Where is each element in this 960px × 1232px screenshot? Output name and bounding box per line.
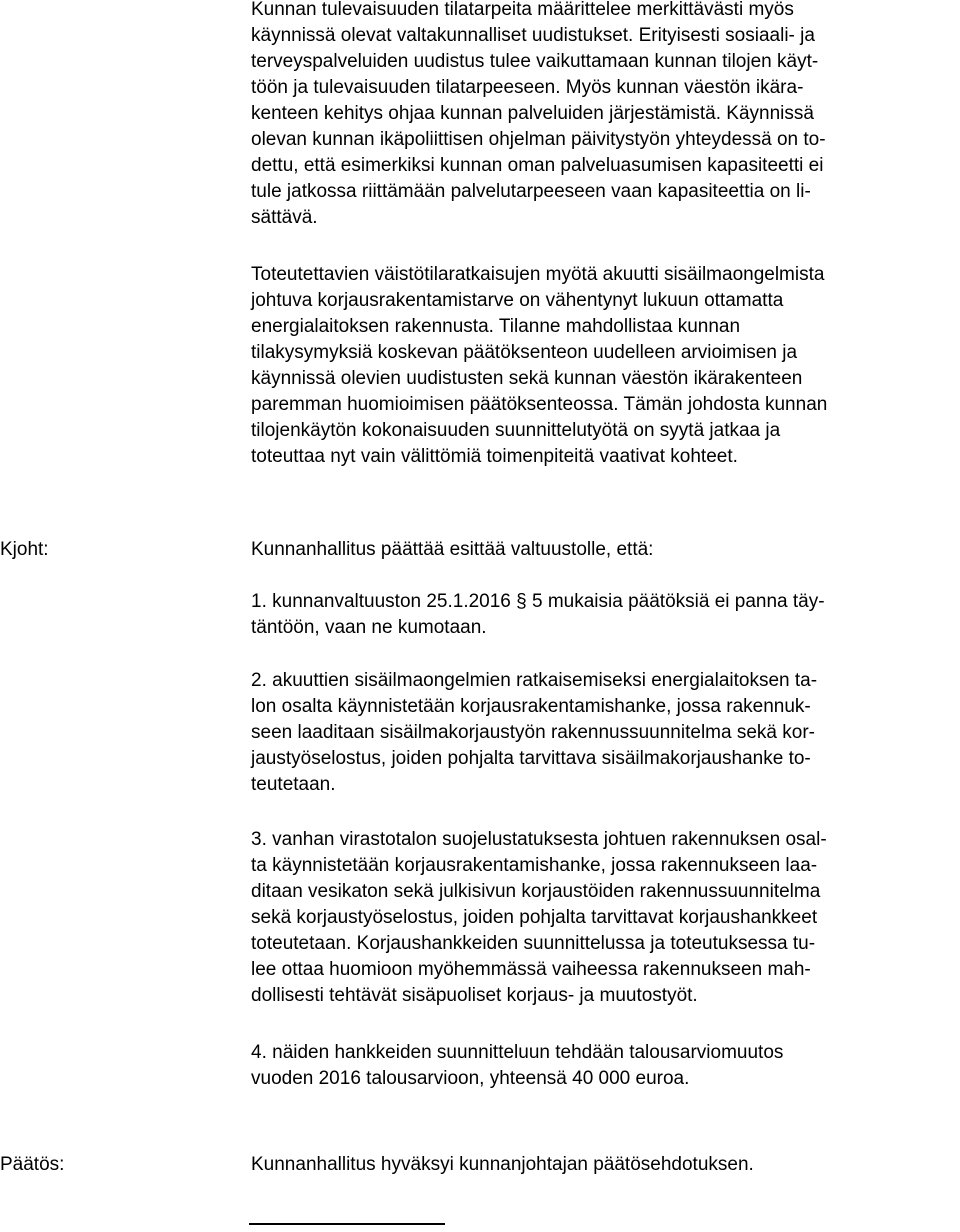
paragraph-line: dettu, että esimerkiksi kunnan oman palveluasumisen kapasiteetti ei (251, 155, 824, 176)
paragraph-line: ta käynnistetään korjausrakentamishanke, jossa rakennukseen laa- (251, 855, 818, 876)
paragraph-line: sättävä. (251, 207, 318, 228)
paragraph-line: ditaan vesikaton sekä julkisivun korjaustöiden rakennussuunnitelma (251, 881, 821, 902)
paragraph-line: jaustyöselostus, joiden pohjalta tarvittava sisäilmakorjaushanke to- (251, 748, 811, 769)
paragraph-line: 4. näiden hankkeiden suunnitteluun tehdään talousarviomuutos (251, 1042, 784, 1063)
paragraph-line: 1. kunnanvaltuuston 25.1.2016 § 5 mukaisia päätöksiä ei panna täy- (251, 591, 825, 612)
paragraph-line: tilojenkäytön kokonaisuuden suunnittelutyötä on syytä jatkaa ja (251, 420, 781, 441)
paragraph-line: lee ottaa huomioon myöhemmässä vaiheessa rakennukseen mah- (251, 959, 811, 980)
proposal-label: Kjoht: (0, 539, 49, 560)
paragraph-line: toteutetaan. Korjaushankkeiden suunnittelussa ja toteutuksessa tu- (251, 933, 816, 954)
paragraph-line: töön ja tulevaisuuden tilatarpeeseen. Myös kunnan väestön ikära- (251, 77, 804, 98)
decision-label: Päätös: (0, 1154, 65, 1175)
paragraph-line: vuoden 2016 talousarvioon, yhteensä 40 000 euroa. (251, 1068, 690, 1089)
paragraph-line: olevan kunnan ikäpoliittisen ohjelman päivitystyön yhteydessä on to- (251, 129, 826, 150)
paragraph-line: tule jatkossa riittämään palvelutarpeeseen vaan kapasiteettia on li- (251, 181, 811, 202)
paragraph-line: kenteen kehitys ohjaa kunnan palveluiden järjestämistä. Käynnissä (251, 103, 814, 124)
decision-text (251, 1152, 958, 1178)
paragraph-line: teutetaan. (251, 774, 336, 795)
paragraph-line: energialaitoksen rakennusta. Tilanne mahdollistaa kunnan (251, 316, 741, 337)
paragraph-line: käynnissä olevat valtakunnalliset uudistukset. Erityisesti sosiaali- ja (251, 25, 815, 46)
paragraph-line: tilakysymyksiä koskevan päätöksenteon uudelleen arvioimisen ja (251, 342, 798, 363)
paragraph-line: käynnissä olevien uudistusten sekä kunnan väestön ikärakenteen (251, 368, 803, 389)
paragraph-line: Kunnanhallitus päättää esittää valtuustolle, että: (251, 539, 654, 560)
paragraph-line: paremman huomioimisen päätöksenteossa. Tämän johdosta kunnan (251, 394, 828, 415)
paragraph-line: Toteutettavien väistötilaratkaisujen myötä akuutti sisäilmaongelmista (251, 264, 825, 285)
proposal-intro (251, 537, 958, 563)
paragraph-line: 3. vanhan virastotalon suojelustatuksesta johtuen rakennuksen osal- (251, 829, 827, 850)
paragraph-line: 2. akuuttien sisäilmaongelmien ratkaisemiseksi energialaitoksen ta- (251, 670, 818, 691)
paragraph-line: terveyspalveluiden uudistus tulee vaikuttamaan kunnan tilojen käyt- (251, 51, 819, 72)
paragraph-line: Kunnanhallitus hyväksyi kunnanjohtajan päätösehdotuksen. (251, 1154, 754, 1175)
proposal-item-1 (251, 589, 958, 641)
horizontal-rule (249, 1223, 445, 1225)
second-paragraph (251, 262, 958, 470)
paragraph-line: toteuttaa nyt vain välittömiä toimenpiteitä vaativat kohteet. (251, 446, 738, 467)
paragraph-line: lon osalta käynnistetään korjausrakentamishanke, jossa rakennuk- (251, 696, 811, 717)
paragraph-line: Kunnan tulevaisuuden tilatarpeita määrittelee merkittävästi myös (251, 0, 794, 20)
paragraph-line: seen laaditaan sisäilmakorjaustyön rakennussuunnitelma sekä kor- (251, 722, 815, 743)
paragraph-line: sekä korjaustyöselostus, joiden pohjalta tarvittavat korjaushankkeet (251, 907, 818, 928)
proposal-item-3 (251, 827, 958, 1009)
paragraph-line: johtuva korjausrakentamistarve on vähentynyt lukuun ottamatta (251, 290, 784, 311)
intro-paragraph (251, 0, 958, 231)
proposal-item-4 (251, 1040, 958, 1092)
proposal-item-2 (251, 668, 958, 798)
paragraph-line: dollisesti tehtävät sisäpuoliset korjaus- ja muutostyöt. (251, 985, 698, 1006)
paragraph-line: täntöön, vaan ne kumotaan. (251, 617, 487, 638)
